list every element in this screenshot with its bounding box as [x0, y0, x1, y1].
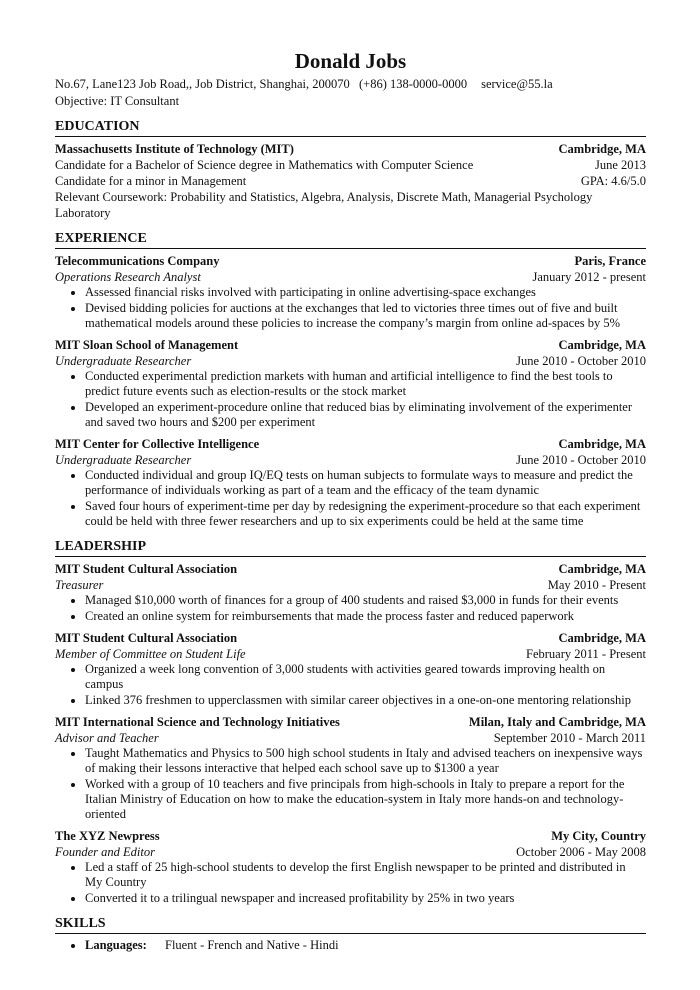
date-range: June 2010 - October 2010 — [516, 354, 646, 368]
role-title: Member of Committee on Student Life — [55, 647, 246, 661]
bullet-item: • Taught Mathematics and Physics to 500 high school students in Italy and advised teachers on inexpensive ways of making their lessons interactive that helped each school save up to $1300 a year — [85, 746, 646, 776]
org-name: MIT Sloan School of Management — [55, 338, 239, 352]
bullet-item: • Worked with a group of 10 teachers and five principals from high-schools in Italy to prepare a report for the Italian Ministry of Education on how to make the education-system in Italy more hands-on and technology-oriented — [85, 777, 646, 822]
coursework: Relevant Coursework: Probability and Statistics, Algebra, Analysis, Discrete Math, Managerial Psychology Laboratory — [55, 190, 593, 220]
section-title-education: EDUCATION — [55, 119, 646, 137]
bullet-list — [55, 860, 646, 906]
date-range: September 2010 - March 2011 — [493, 731, 646, 745]
gpa: GPA: 4.6/5.0 — [580, 174, 646, 188]
bullet-list — [55, 746, 646, 822]
org-location: Cambridge, MA — [558, 338, 646, 352]
role-title: Advisor and Teacher — [55, 731, 159, 745]
role-title: Treasurer — [55, 578, 104, 592]
bullet-item: • Converted it to a trilingual newspaper and increased profitability by 25% in two years — [85, 891, 646, 906]
skills-value: Fluent - French and Native - Hindi — [165, 938, 339, 952]
role-title: Undergraduate Researcher — [55, 354, 192, 368]
date-range: January 2012 - present — [532, 270, 646, 284]
date-range: May 2010 - Present — [547, 578, 646, 592]
experience-entry — [55, 337, 646, 430]
experience-entry — [55, 253, 646, 331]
date-range: February 2011 - Present — [526, 647, 646, 661]
bullet-item: • Linked 376 freshmen to upperclassmen with similar career objectives in a one-on-one mentoring relationship — [85, 693, 646, 708]
education-section — [55, 141, 646, 221]
leadership-entry — [55, 714, 646, 822]
bullet-item: • Managed $10,000 worth of finances for a group of 400 students and raised $3,000 in funds for their events — [85, 593, 646, 608]
address: No.67, Lane123 Job Road,, Job District, Shanghai, 200070 — [55, 77, 350, 91]
experience-section — [55, 253, 646, 529]
date-range: June 2010 - October 2010 — [516, 453, 646, 467]
org-name: MIT Student Cultural Association — [55, 562, 238, 576]
org-location: Cambridge, MA — [558, 437, 646, 451]
bullet-list — [55, 369, 646, 430]
date-range: October 2006 - May 2008 — [516, 845, 646, 859]
bullet-item: • Conducted individual and group IQ/EQ tests on human subjects to formulate ways to measure and predict the performance of individuals working as part of a team and the efficacy of the team dynamic — [85, 468, 646, 498]
bullet-item: • Developed an experiment-procedure online that reduced bias by eliminating involvement of the experimenter and saved two hours and $200 per experiment — [85, 400, 646, 430]
bullet-list — [55, 285, 646, 331]
role-title: Founder and Editor — [55, 845, 155, 859]
bullet-item: • Created an online system for reimbursements that made the process faster and reduced paperwork — [85, 609, 646, 624]
org-location: Milan, Italy and Cambridge, MA — [468, 715, 646, 729]
experience-entry — [55, 436, 646, 529]
leadership-entry — [55, 561, 646, 624]
bullet-item: • Saved four hours of experiment-time per day by redesigning the experiment-procedure so that each experiment could be held with three fewer researchers and up to six experiments could be held at the same time — [85, 499, 646, 529]
org-location: My City, Country — [551, 829, 646, 843]
bullet-item: • Devised bidding policies for auctions at the exchanges that led to victories three times out of five and built mathematical models around these policies to increase the company’s margin from online ad-spaces by 5% — [85, 301, 646, 331]
bullet-item: • Conducted experimental prediction markets with human and artificial intelligence to find the best tools to predict future events such as election-results or the stock market — [85, 369, 646, 399]
org-name: MIT Student Cultural Association — [55, 631, 238, 645]
resume-page — [55, 48, 646, 954]
degree: Candidate for a Bachelor of Science degree in Mathematics with Computer Science — [55, 158, 474, 172]
section-title-experience: EXPERIENCE — [55, 231, 646, 249]
section-title-leadership: LEADERSHIP — [55, 539, 646, 557]
section-title-skills: SKILLS — [55, 916, 646, 934]
role-title: Operations Research Analyst — [55, 270, 201, 284]
resume-name: Donald Jobs — [294, 49, 407, 73]
org-name: MIT International Science and Technology Initiatives — [55, 715, 340, 729]
bullet-item: • Organized a week long convention of 3,000 students with activities geared towards improving health on campus — [85, 662, 646, 692]
objective: Objective: IT Consultant — [55, 94, 180, 108]
skills-label: Languages: — [85, 938, 147, 952]
bullet-item: • Led a staff of 25 high-school students to develop the first English newspaper to be printed and distributed in My Country — [85, 860, 646, 890]
school-location: Cambridge, MA — [558, 142, 646, 156]
school-name: Massachusetts Institute of Technology (MIT) — [55, 142, 294, 156]
leadership-entry — [55, 828, 646, 906]
org-location: Cambridge, MA — [558, 562, 646, 576]
bullet-list — [55, 593, 646, 624]
org-location: Cambridge, MA — [558, 631, 646, 645]
org-name: The XYZ Newpress — [55, 829, 160, 843]
contact-line — [55, 77, 646, 92]
bullet-item: • Assessed financial risks involved with participating in online advertising-space exchanges — [85, 285, 646, 300]
bullet-list — [55, 662, 646, 708]
org-name: MIT Center for Collective Intelligence — [55, 437, 260, 451]
email-link[interactable]: service@55.la — [481, 77, 553, 91]
skills-list — [55, 938, 646, 953]
role-title: Undergraduate Researcher — [55, 453, 192, 467]
bullet-list — [55, 468, 646, 529]
leadership-section — [55, 561, 646, 906]
graduation-date: June 2013 — [594, 158, 646, 172]
leadership-entry — [55, 630, 646, 708]
phone: (+86) 138-0000-0000 — [359, 77, 468, 91]
org-name: Telecommunications Company — [55, 254, 220, 268]
skills-item — [85, 938, 646, 953]
minor: Candidate for a minor in Management — [55, 174, 247, 188]
org-location: Paris, France — [574, 254, 646, 268]
